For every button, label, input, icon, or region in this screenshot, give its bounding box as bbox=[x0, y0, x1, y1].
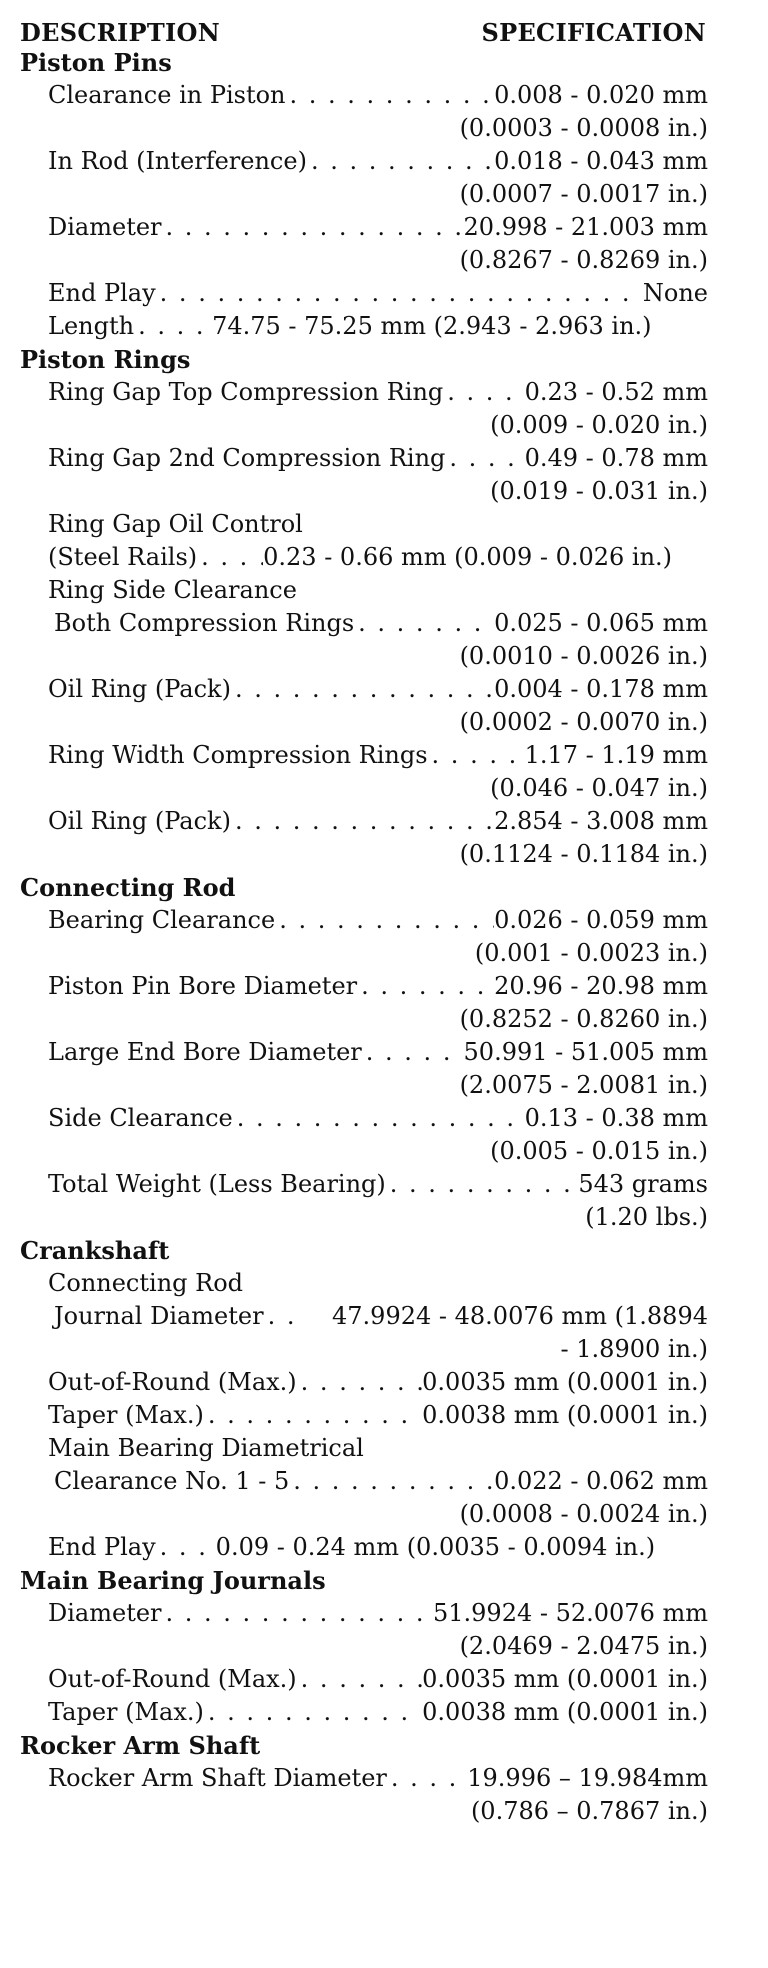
spec-label: Ring Width Compression Rings bbox=[48, 741, 428, 769]
spec-list bbox=[0, 46, 768, 1828]
spec-label: Taper (Max.) bbox=[48, 1698, 204, 1726]
spec-value: 0.018 - 0.043 mm bbox=[494, 147, 708, 175]
spec-row bbox=[48, 1597, 708, 1630]
section-title: Rocker Arm Shaft bbox=[20, 1731, 261, 1760]
spec-label: Total Weight (Less Bearing) bbox=[48, 1170, 386, 1198]
spec-label: End Play bbox=[48, 279, 156, 307]
spec-value: 0.0038 mm (0.0001 in.) bbox=[422, 1698, 708, 1726]
spec-label: Taper (Max.) bbox=[48, 1401, 204, 1429]
spec-row bbox=[48, 541, 708, 574]
spec-row bbox=[48, 1663, 708, 1696]
spec-value-imperial: (0.019 - 0.031 in.) bbox=[490, 477, 708, 505]
spec-label: (Steel Rails) bbox=[48, 543, 198, 571]
spec-value: 0.0035 mm (0.0001 in.) bbox=[422, 1665, 708, 1693]
specification-header: SPECIFICATION bbox=[481, 18, 706, 47]
spec-value: 47.9924 - 48.0076 mm (1.8894 bbox=[332, 1302, 708, 1330]
spec-row bbox=[48, 145, 708, 178]
spec-row bbox=[48, 1168, 708, 1201]
spec-value: 0.026 - 0.059 mm bbox=[494, 906, 708, 934]
spec-value: 0.23 - 0.52 mm bbox=[524, 378, 708, 406]
spec-row bbox=[48, 442, 708, 475]
spec-label: In Rod (Interference) bbox=[48, 147, 307, 175]
spec-value: 74.75 - 75.25 mm (2.943 - 2.963 in.) bbox=[212, 312, 652, 340]
spec-label: Ring Gap Oil Control bbox=[48, 510, 303, 538]
spec-row bbox=[48, 1102, 708, 1135]
spec-value-imperial: (2.0469 - 2.0475 in.) bbox=[459, 1632, 708, 1660]
spec-value-imperial: (0.0007 - 0.0017 in.) bbox=[459, 180, 708, 208]
spec-value: 0.004 - 0.178 mm bbox=[494, 675, 708, 703]
spec-value-imperial: (0.0003 - 0.0008 in.) bbox=[459, 114, 708, 142]
spec-label: Ring Gap 2nd Compression Ring bbox=[48, 444, 446, 472]
spec-label: Bearing Clearance bbox=[48, 906, 276, 934]
leader-dots bbox=[386, 1168, 579, 1201]
spec-value-imperial: (1.20 lbs.) bbox=[585, 1203, 708, 1231]
leader-dots bbox=[445, 442, 524, 475]
leader-dots bbox=[231, 805, 494, 838]
spec-label: Ring Side Clearance bbox=[48, 576, 297, 604]
leader-dots bbox=[286, 79, 495, 112]
spec-value: 1.17 - 1.19 mm bbox=[524, 741, 708, 769]
section-title: Crankshaft bbox=[20, 1236, 170, 1265]
spec-label: Large End Bore Diameter bbox=[48, 1038, 362, 1066]
spec-value: 0.0035 mm (0.0001 in.) bbox=[422, 1368, 708, 1396]
spec-label: Clearance No. 1 - 5 bbox=[54, 1467, 290, 1495]
leader-dots bbox=[162, 1597, 433, 1630]
spec-value-imperial: (0.001 - 0.0023 in.) bbox=[474, 939, 708, 967]
spec-value: 543 grams bbox=[578, 1170, 708, 1198]
spec-row bbox=[48, 739, 708, 772]
spec-value-imperial: (0.009 - 0.020 in.) bbox=[490, 411, 708, 439]
spec-label: Piston Pin Bore Diameter bbox=[48, 972, 358, 1000]
spec-label: Both Compression Rings bbox=[54, 609, 355, 637]
spec-value: 20.998 - 21.003 mm bbox=[463, 213, 708, 241]
leader-dots bbox=[231, 673, 494, 706]
spec-row bbox=[48, 1036, 708, 1069]
leader-dots bbox=[428, 739, 525, 772]
spec-label: Diameter bbox=[48, 1599, 162, 1627]
spec-label: Connecting Rod bbox=[48, 1269, 244, 1297]
spec-row bbox=[54, 607, 708, 640]
spec-value-imperial: (0.8252 - 0.8260 in.) bbox=[459, 1005, 708, 1033]
spec-label: Side Clearance bbox=[48, 1104, 233, 1132]
spec-row bbox=[48, 376, 708, 409]
spec-value-imperial: - 1.8900 in.) bbox=[560, 1335, 708, 1363]
spec-label: Main Bearing Diametrical bbox=[48, 1434, 364, 1462]
leader-dots bbox=[362, 1036, 464, 1069]
leader-dots bbox=[197, 541, 263, 574]
spec-row bbox=[48, 310, 708, 343]
spec-row bbox=[48, 211, 708, 244]
spec-label: Oil Ring (Pack) bbox=[48, 807, 231, 835]
spec-value-imperial: (0.0010 - 0.0026 in.) bbox=[459, 642, 708, 670]
spec-row bbox=[48, 805, 708, 838]
leader-dots bbox=[275, 904, 494, 937]
spec-label: End Play bbox=[48, 1533, 156, 1561]
spec-value: 0.022 - 0.062 mm bbox=[494, 1467, 708, 1495]
spec-value-imperial: (0.0002 - 0.0070 in.) bbox=[459, 708, 708, 736]
leader-dots bbox=[297, 1366, 422, 1399]
leader-dots bbox=[357, 970, 494, 1003]
spec-value: 20.96 - 20.98 mm bbox=[494, 972, 708, 1000]
spec-value: 19.996 – 19.984mm bbox=[467, 1764, 708, 1792]
leader-dots bbox=[387, 1762, 467, 1795]
spec-value: 50.991 - 51.005 mm bbox=[463, 1038, 708, 1066]
spec-value-imperial: (2.0075 - 2.0081 in.) bbox=[459, 1071, 708, 1099]
leader-dots bbox=[264, 1300, 296, 1333]
description-header: DESCRIPTION bbox=[20, 18, 220, 47]
spec-row bbox=[48, 277, 708, 310]
spec-label: Ring Gap Top Compression Ring bbox=[48, 378, 444, 406]
leader-dots bbox=[297, 1663, 422, 1696]
spec-value: 0.23 - 0.66 mm (0.009 - 0.026 in.) bbox=[263, 543, 673, 571]
section-title: Piston Pins bbox=[20, 48, 172, 77]
spec-row bbox=[48, 1366, 708, 1399]
spec-row bbox=[54, 1465, 708, 1498]
spec-row bbox=[48, 1762, 708, 1795]
spec-value-imperial: (0.786 – 0.7867 in.) bbox=[470, 1797, 708, 1825]
leader-dots bbox=[204, 1399, 422, 1432]
spec-label: Oil Ring (Pack) bbox=[48, 675, 231, 703]
leader-dots bbox=[204, 1696, 422, 1729]
section-title: Main Bearing Journals bbox=[20, 1566, 326, 1595]
spec-label: Out-of-Round (Max.) bbox=[48, 1665, 297, 1693]
leader-dots bbox=[134, 310, 212, 343]
spec-row bbox=[48, 1696, 708, 1729]
spec-value-imperial: (0.046 - 0.047 in.) bbox=[490, 774, 708, 802]
spec-value-imperial: (0.8267 - 0.8269 in.) bbox=[459, 246, 708, 274]
spec-value: 0.49 - 0.78 mm bbox=[524, 444, 708, 472]
spec-row bbox=[54, 1300, 708, 1333]
leader-dots bbox=[289, 1465, 494, 1498]
leader-dots bbox=[443, 376, 524, 409]
leader-dots bbox=[354, 607, 494, 640]
leader-dots bbox=[162, 211, 464, 244]
spec-row bbox=[48, 1399, 708, 1432]
spec-row bbox=[48, 673, 708, 706]
spec-row bbox=[48, 1531, 708, 1564]
section-title: Connecting Rod bbox=[20, 873, 236, 902]
section-title: Piston Rings bbox=[20, 345, 191, 374]
leader-dots bbox=[156, 277, 643, 310]
spec-value: 0.09 - 0.24 mm (0.0035 - 0.0094 in.) bbox=[215, 1533, 656, 1561]
spec-row bbox=[48, 79, 708, 112]
spec-value-imperial: (0.005 - 0.015 in.) bbox=[490, 1137, 708, 1165]
spec-label: Rocker Arm Shaft Diameter bbox=[48, 1764, 387, 1792]
spec-value: None bbox=[642, 279, 708, 307]
spec-value: 51.9924 - 52.0076 mm bbox=[432, 1599, 708, 1627]
spec-label: Journal Diameter bbox=[54, 1302, 264, 1330]
spec-label: Clearance in Piston bbox=[48, 81, 286, 109]
leader-dots bbox=[233, 1102, 525, 1135]
spec-label: Diameter bbox=[48, 213, 162, 241]
spec-row bbox=[48, 904, 708, 937]
spec-value-imperial: (0.1124 - 0.1184 in.) bbox=[459, 840, 708, 868]
spec-value: 0.0038 mm (0.0001 in.) bbox=[422, 1401, 708, 1429]
spec-value: 2.854 - 3.008 mm bbox=[494, 807, 708, 835]
spec-value-imperial: (0.0008 - 0.0024 in.) bbox=[459, 1500, 708, 1528]
spec-value: 0.025 - 0.065 mm bbox=[494, 609, 708, 637]
leader-dots bbox=[307, 145, 494, 178]
leader-dots bbox=[156, 1531, 216, 1564]
spec-value: 0.13 - 0.38 mm bbox=[524, 1104, 708, 1132]
spec-label: Out-of-Round (Max.) bbox=[48, 1368, 297, 1396]
spec-row bbox=[48, 970, 708, 1003]
spec-label: Length bbox=[48, 312, 135, 340]
spec-value: 0.008 - 0.020 mm bbox=[494, 81, 708, 109]
